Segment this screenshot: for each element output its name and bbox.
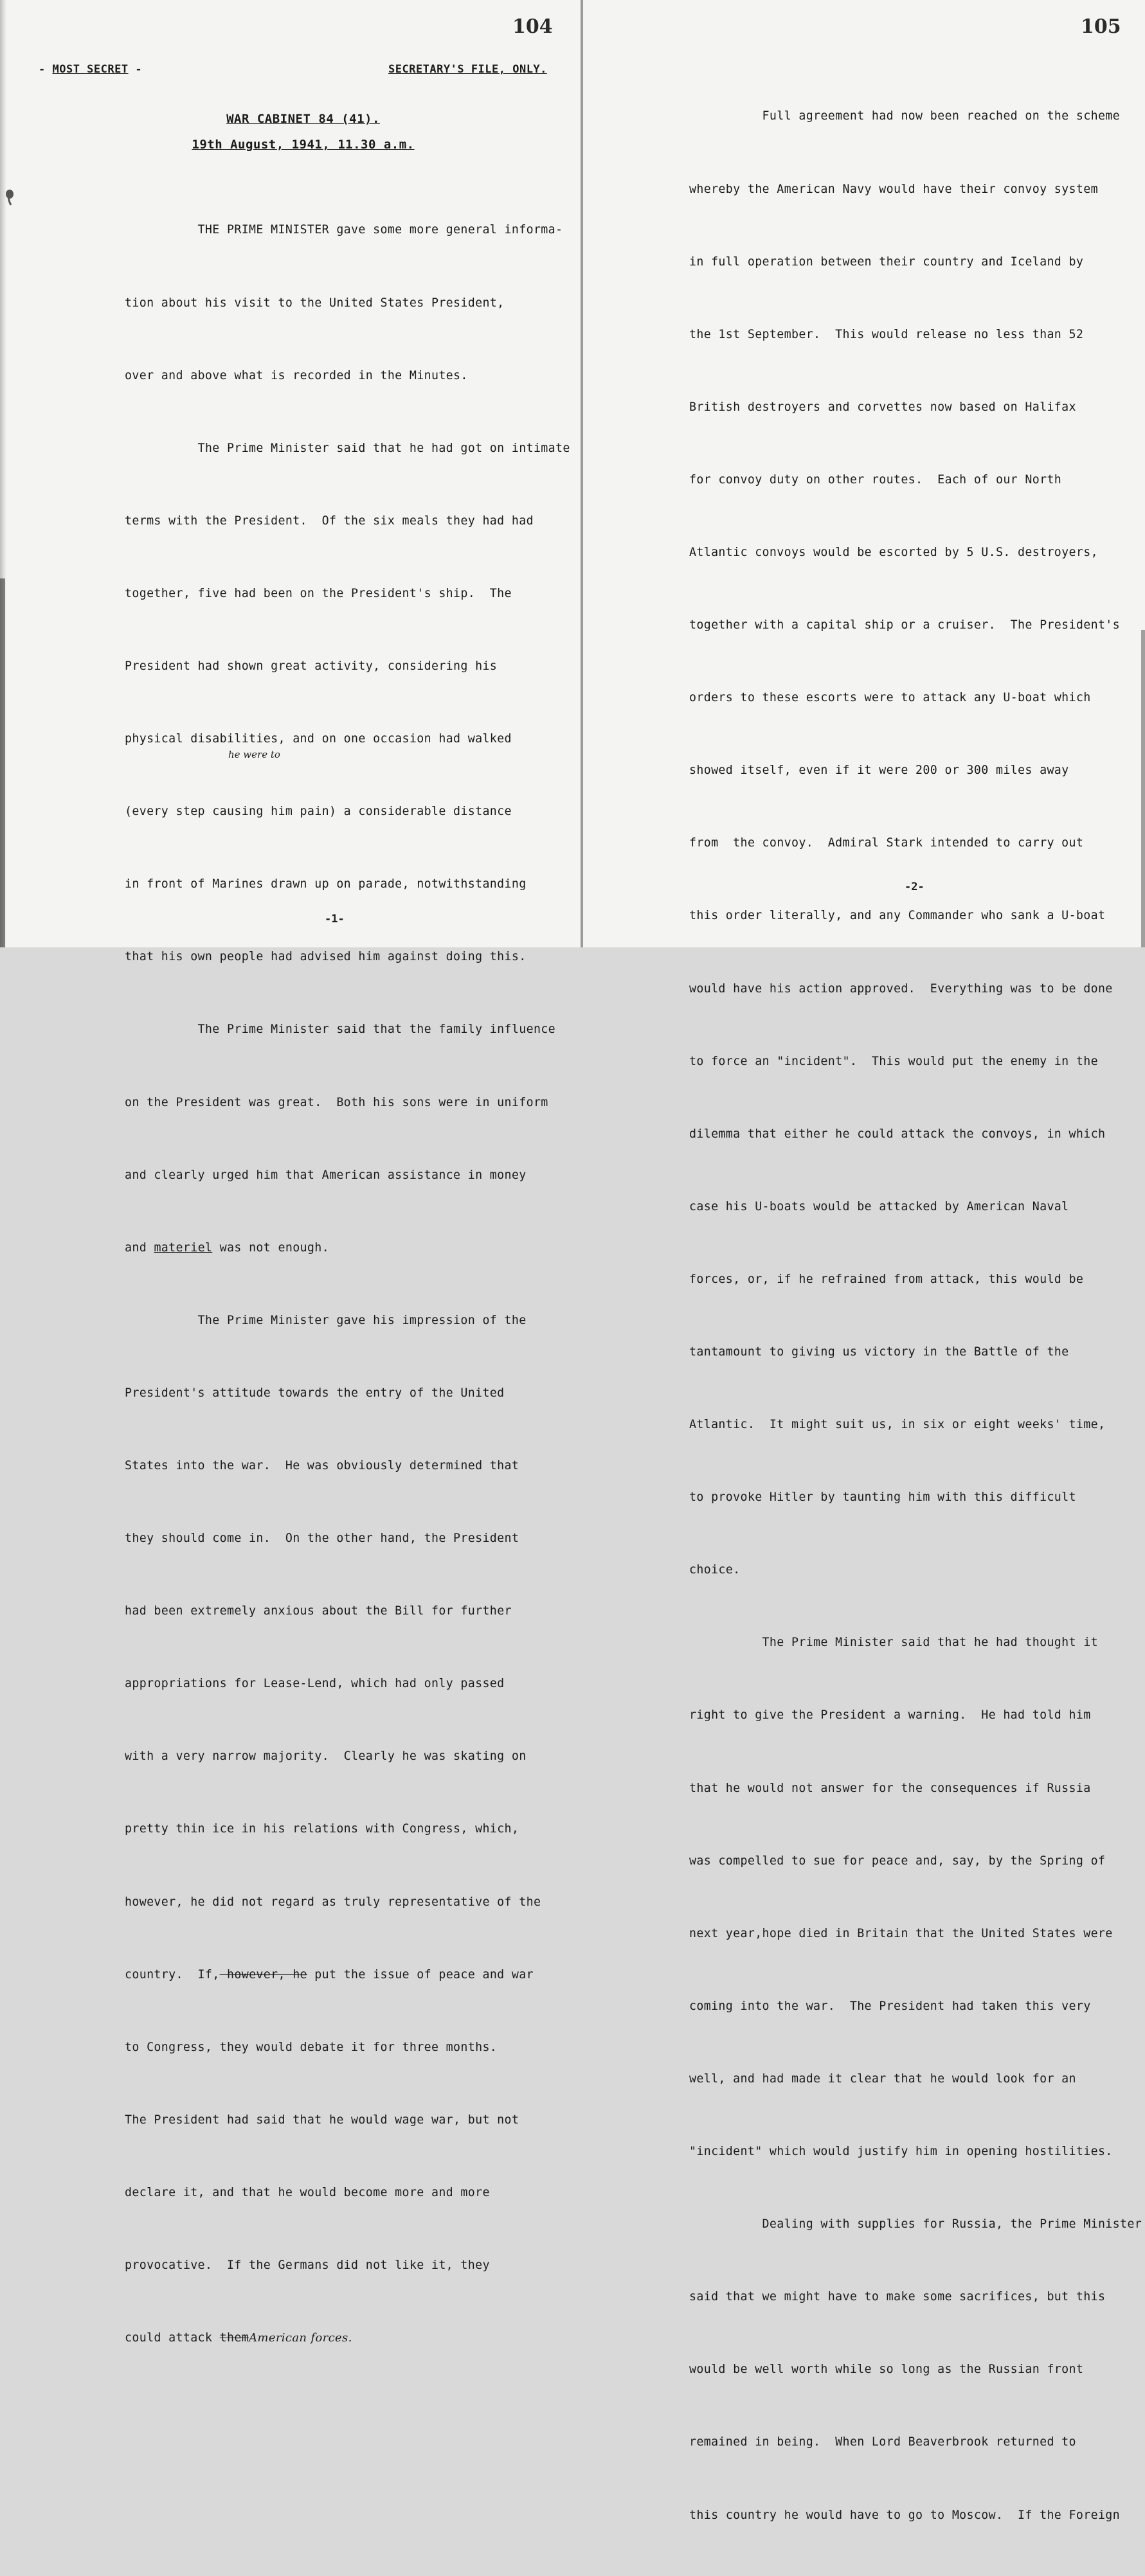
text-line: (every step causing him pain) a considerable distance xyxy=(125,805,512,819)
text-line: States into the war. He was obviously determined that xyxy=(125,1459,519,1472)
text-line: that he would not answer for the consequences if Russia xyxy=(689,1781,1091,1795)
right-page-text xyxy=(689,56,1142,2576)
struck-text: them xyxy=(219,2331,249,2345)
classification-text: MOST SECRET xyxy=(52,63,129,76)
left-page-text xyxy=(125,170,570,2399)
text-line: provocative. If the Germans did not like it, they xyxy=(125,2258,490,2273)
text-line: to provoke Hitler by taunting him with this difficult xyxy=(689,1490,1076,1505)
text-line: said that we might have to make some sacrifices, but this xyxy=(689,2290,1106,2304)
text-line: Atlantic convoys would be escorted by 5 U.S. destroyers, xyxy=(689,545,1098,559)
handwritten-insert-above: he were to xyxy=(228,749,280,760)
text-line: that his own people had advised him against doing this. xyxy=(125,950,527,964)
text-line: forces, or, if he refrained from attack, this would be xyxy=(689,1272,1084,1286)
text-line-amended: country. If, however, he put the issue of peace and war xyxy=(125,1967,534,1981)
text-line: The President had said that he would wage war, but not xyxy=(125,2113,519,2127)
text-line: would be well worth while so long as the Russian front xyxy=(689,2363,1084,2377)
text-line: would have his action approved. Everything was to be done xyxy=(689,981,1113,996)
text-line: showed itself, even if it were 200 or 300 miles away xyxy=(689,764,1069,778)
text-line: The Prime Minister gave his impression of the xyxy=(125,1313,527,1327)
page-number: -1- xyxy=(325,913,345,926)
folio-number: 104 xyxy=(512,15,553,38)
left-page xyxy=(0,0,581,2345)
text-line-materiel: and materiel was not enough. xyxy=(125,1240,329,1255)
struck-text: however, he xyxy=(219,1967,307,1981)
text-line: however, he did not regard as truly representative of the xyxy=(125,1895,541,1909)
text-line: pretty thin ice in his relations with Congress, which, xyxy=(125,1822,519,1836)
text-line: next year,hope died in Britain that the United States were xyxy=(689,1926,1113,1940)
text-line: on the President was great. Both his sons were in uniform xyxy=(125,1095,548,1109)
text-line: had been extremely anxious about the Bill for further xyxy=(125,1604,512,1618)
text-line: for convoy duty on other routes. Each of our North xyxy=(689,472,1062,487)
scan-shadow-bottom xyxy=(0,578,5,947)
text-line: President's attitude towards the entry of the United xyxy=(125,1386,505,1400)
text-line: choice. xyxy=(689,1563,741,1577)
text-line: from the convoy. Admiral Stark intended to carry out xyxy=(689,836,1084,850)
handwritten-insert: American forces. xyxy=(249,2331,352,2345)
text-line: to force an "incident". This would put the enemy in the xyxy=(689,1054,1098,1068)
text-line: British destroyers and corvettes now based on Halifax xyxy=(689,400,1076,414)
text-line: THE PRIME MINISTER gave some more general informa- xyxy=(125,223,563,237)
text-line: was compelled to sue for peace and, say, by the Spring of xyxy=(689,1854,1106,1868)
text-line: in full operation between their country and Iceland by xyxy=(689,255,1084,269)
text-line: coming into the war. The President had taken this very xyxy=(689,1999,1091,2013)
underlined-word: materiel xyxy=(154,1240,213,1255)
meeting-title: WAR CABINET 84 (41). xyxy=(226,112,380,126)
text-line: with a very narrow majority. Clearly he was skating on xyxy=(125,1749,527,1764)
text-line: right to give the President a warning. He had told him xyxy=(689,1708,1091,1722)
text-line: they should come in. On the other hand, the President xyxy=(125,1532,519,1546)
text-line: over and above what is recorded in the Minutes. xyxy=(125,368,468,382)
text-line: President had shown great activity, considering his xyxy=(125,659,498,673)
text-line: terms with the President. Of the six meals they had had xyxy=(125,514,534,528)
text-line: orders to these escorts were to attack any U-boat which xyxy=(689,691,1091,705)
meeting-date: 19th August, 1941, 11.30 a.m. xyxy=(192,138,415,152)
text-line: remained in being. When Lord Beaverbrook returned to xyxy=(689,2435,1076,2449)
text-line: to Congress, they would debate it for three months. xyxy=(125,2040,498,2054)
punch-hole-icon xyxy=(5,189,14,206)
folio-number: 105 xyxy=(1081,15,1121,38)
text-line: "incident" which would justify him in opening hostilities. xyxy=(689,2145,1113,2159)
text-line: The Prime Minister said that he had got on intimate xyxy=(125,441,570,455)
text-line: appropriations for Lease-Lend, which had only passed xyxy=(125,1677,505,1691)
text-line: tantamount to giving us victory in the Battle of the xyxy=(689,1345,1069,1359)
text-line: and clearly urged him that American assistance in money xyxy=(125,1168,527,1182)
text-line: in front of Marines drawn up on parade, notwithstanding xyxy=(125,877,527,891)
page-number: -2- xyxy=(905,881,924,893)
text-line: together, five had been on the President's ship. The xyxy=(125,586,512,600)
text-line: this country he would have to go to Moscow. If the Foreign xyxy=(689,2508,1121,2522)
text-line: The Prime Minister said that the family influence xyxy=(125,1023,556,1037)
text-line: physical disabilities, and on one occasion had walked xyxy=(125,732,512,746)
right-page xyxy=(583,0,1145,2522)
text-line: Dealing with supplies for Russia, the Prime Minister xyxy=(689,2217,1142,2232)
text-line: dilemma that either he could attack the convoys, in which xyxy=(689,1127,1106,1141)
text-line: declare it, and that he would become more and more xyxy=(125,2185,490,2199)
text-line: whereby the American Navy would have their convoy system xyxy=(689,182,1098,196)
text-line: this order literally, and any Commander who sank a U-boat xyxy=(689,909,1106,923)
text-line: tion about his visit to the United States President, xyxy=(125,296,505,310)
text-line: The Prime Minister said that he had thought it xyxy=(689,1636,1098,1650)
text-line: case his U-boats would be attacked by American Naval xyxy=(689,1199,1069,1213)
classification-header: - MOST SECRET - xyxy=(39,63,143,76)
text-line: well, and had made it clear that he would look for an xyxy=(689,2071,1076,2086)
file-header: SECRETARY'S FILE, ONLY. xyxy=(388,63,547,76)
text-line: the 1st September. This would release no less than 52 xyxy=(689,327,1084,341)
text-line: together with a capital ship or a cruiser. The President's xyxy=(689,618,1121,632)
text-line-amended: could attack themAmerican forces. xyxy=(125,2331,352,2345)
text-line: Full agreement had now been reached on the scheme xyxy=(689,109,1121,123)
text-line: Atlantic. It might suit us, in six or eight weeks' time, xyxy=(689,1418,1106,1432)
